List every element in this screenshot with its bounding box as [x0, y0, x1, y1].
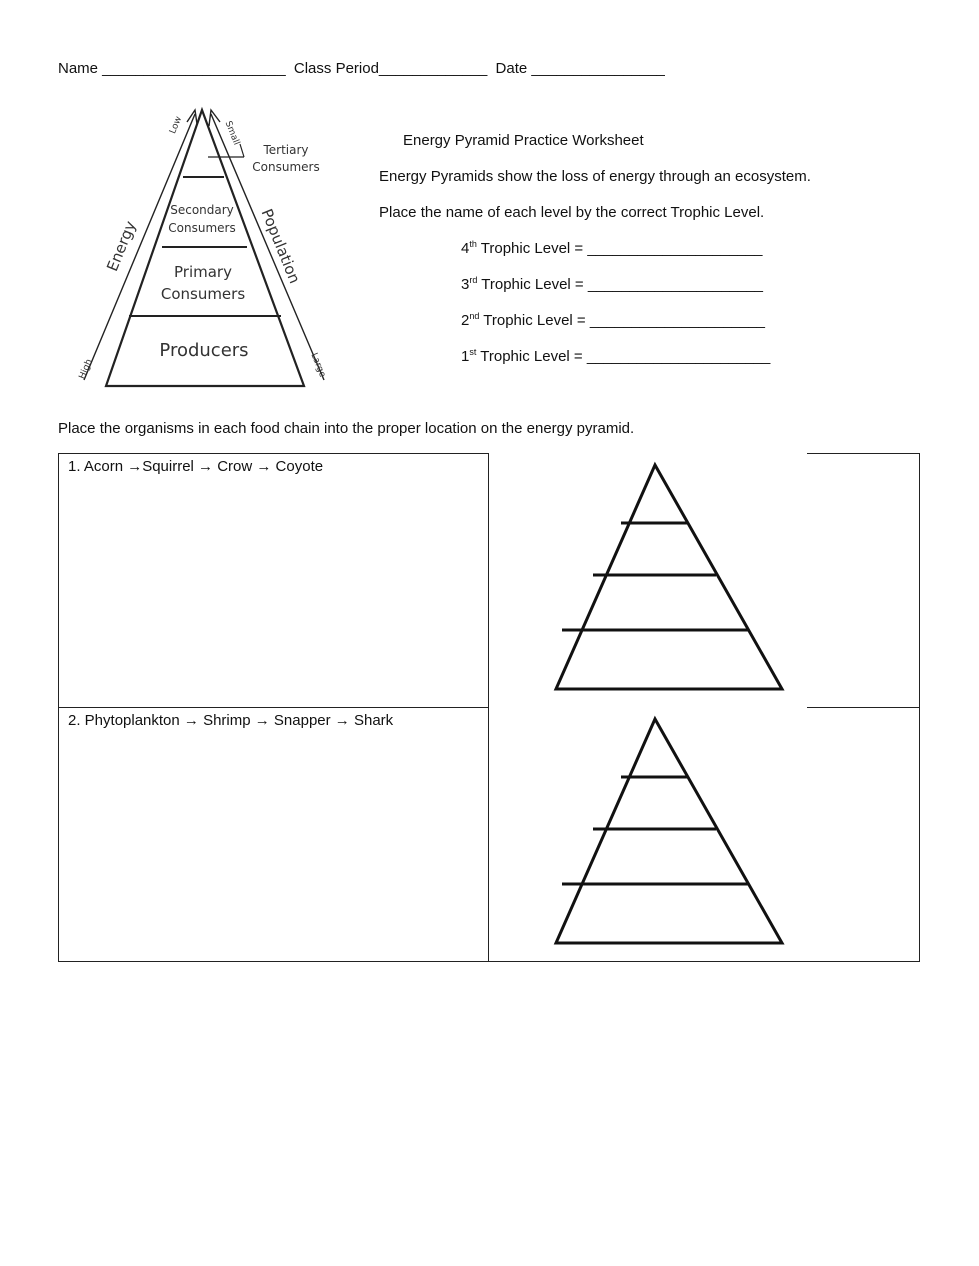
food-chain-instruction: Place the organisms in each food chain into the proper location on the energy pyramid.	[58, 420, 635, 437]
reference-energy-pyramid	[74, 100, 344, 392]
food-chain-1-text: 1. Acorn →Squirrel → Crow → Coyote	[68, 458, 324, 475]
blank-pyramid-cell[interactable]	[488, 707, 920, 961]
primary-label-2: Consumers	[160, 285, 246, 303]
blank-energy-pyramid-1[interactable]	[522, 457, 792, 695]
tertiary-label-2: Consumers	[252, 160, 320, 174]
secondary-label-2: Consumers	[168, 221, 236, 235]
blank-energy-pyramid-2[interactable]	[522, 711, 792, 949]
low-label: Low	[168, 115, 185, 136]
food-chain-table	[58, 453, 920, 961]
worksheet-title: Energy Pyramid Practice Worksheet	[403, 132, 644, 149]
primary-label-1: Primary	[174, 263, 232, 281]
trophic-level-4[interactable]: 4th Trophic Level = _____________________	[461, 239, 763, 257]
trophic-level-1[interactable]: 1st Trophic Level = ______________________	[461, 347, 771, 365]
food-chain-cell	[58, 707, 488, 961]
class-period-field-label[interactable]: Class Period_____________	[293, 60, 488, 77]
energy-axis-label: Energy	[103, 218, 140, 274]
header-fields	[58, 60, 669, 77]
food-chain-2-text: 2. Phytoplankton → Shrimp → Snapper → Shark	[68, 712, 394, 729]
small-label: Small	[222, 119, 242, 147]
table-row	[58, 707, 920, 961]
blank-pyramid-cell[interactable]	[488, 453, 920, 707]
high-label: High	[77, 357, 95, 381]
trophic-level-2[interactable]: 2nd Trophic Level = _____________________	[461, 311, 766, 329]
population-axis-label: Population	[257, 206, 304, 287]
worksheet-intro: Energy Pyramids show the loss of energy through an ecosystem.	[379, 168, 811, 185]
producers-label: Producers	[159, 340, 249, 361]
secondary-label-1: Secondary	[170, 203, 234, 217]
worksheet-instruction: Place the name of each level by the correct Trophic Level.	[379, 204, 765, 221]
tertiary-label-1: Tertiary	[263, 143, 309, 157]
table-row	[58, 453, 920, 707]
name-field-label[interactable]: Name ______________________	[58, 60, 286, 77]
date-field-label[interactable]: Date ________________	[495, 60, 665, 77]
trophic-level-3[interactable]: 3rd Trophic Level = _____________________	[461, 275, 764, 293]
food-chain-cell	[58, 453, 488, 707]
large-label: Large	[308, 351, 328, 379]
